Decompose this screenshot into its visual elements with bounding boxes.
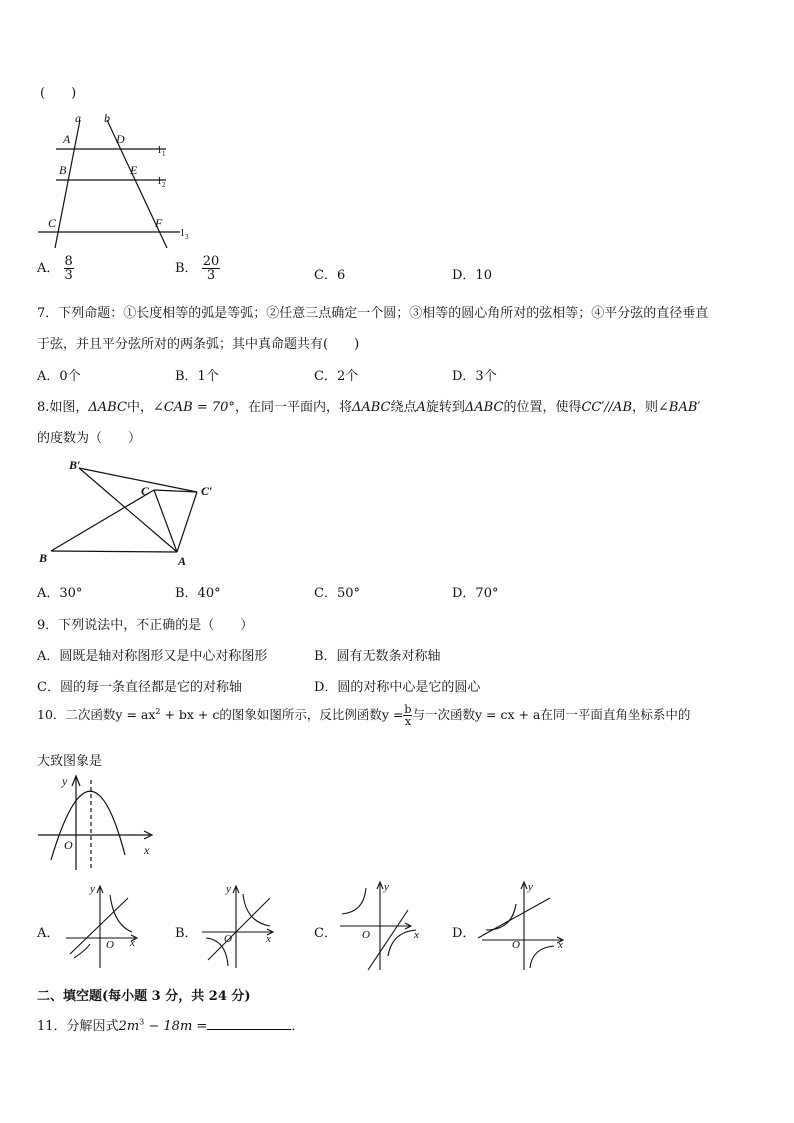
- q11-stem: 11．分解因式$2m^3 - 18m$ = ．: [37, 1017, 305, 1034]
- q10-option-b[interactable]: B．: [175, 926, 198, 941]
- q10-parabola-figure: [34, 770, 164, 875]
- q7-option-b[interactable]: B．1个: [175, 369, 219, 384]
- svg-text:x: x: [266, 933, 271, 945]
- label-B: B: [59, 163, 67, 177]
- label-l3-sub: 3: [185, 233, 189, 241]
- label-F: F: [155, 216, 163, 230]
- label-x: x: [144, 843, 150, 857]
- q9-option-a[interactable]: A．圆既是轴对称图形又是中心对称图形: [37, 649, 268, 664]
- label-y: y: [62, 774, 68, 788]
- label-l1: l: [158, 144, 162, 156]
- label-D: D: [116, 132, 125, 146]
- q8-stem-line2: 的度数为（ ）: [37, 431, 142, 446]
- label-b: b: [104, 112, 110, 125]
- q10-stem-line2: 大致图象是: [37, 754, 103, 769]
- q8-option-c[interactable]: C．50°: [314, 586, 360, 601]
- q10-option-c-graph[interactable]: [336, 876, 426, 972]
- q9-stem: 9．下列说法中，不正确的是（ ）: [37, 618, 254, 633]
- q8-option-b[interactable]: B．40°: [175, 586, 221, 601]
- hyperbola-branch-1: [110, 895, 132, 932]
- hyperbola-branch-1: [342, 888, 366, 914]
- svg-text:O: O: [224, 933, 232, 945]
- section-2-heading: 二、填空题(每小题 3 分，共 24 分): [37, 989, 251, 1004]
- line-graph: [70, 898, 128, 954]
- fraction-8-3: $\frac{8}{3}$: [64, 254, 73, 283]
- label-A: A: [63, 132, 71, 146]
- line-graph: [478, 898, 550, 938]
- q8-option-a[interactable]: A．30°: [37, 586, 83, 601]
- svg-text:x: x: [558, 939, 563, 951]
- label-A: A: [178, 554, 187, 568]
- q10-option-b-graph[interactable]: [198, 880, 288, 970]
- svg-text:x: x: [414, 929, 419, 941]
- parabola-curve: [51, 791, 125, 860]
- segment-BA: [51, 551, 177, 552]
- q6-parallel-lines-figure: [30, 112, 200, 252]
- label-C: C: [141, 484, 150, 498]
- q7-option-d[interactable]: D．3个: [452, 369, 497, 384]
- label-l3: l: [181, 227, 185, 239]
- q8-stem-line1: 8.如图，ΔABC中，∠CAB = 70°，在同一平面内，将ΔABC绕点A旋转到ΔABC的位置，使得CC′//AB，则∠BAB′: [37, 400, 701, 415]
- label-B-prime: B′: [69, 458, 81, 472]
- q10-option-d-graph[interactable]: [474, 876, 570, 972]
- fraction-20-3: $\frac{20}{3}$: [202, 254, 220, 283]
- q6-answer-paren: ( ): [40, 86, 77, 101]
- line-graph: [208, 898, 270, 960]
- line-graph: [368, 910, 408, 970]
- q6-option-b[interactable]: [175, 255, 220, 282]
- label-a: a: [75, 112, 81, 125]
- segment-B1A: [79, 468, 177, 552]
- q6-option-c[interactable]: C．6: [314, 268, 346, 283]
- q6-option-a[interactable]: [37, 255, 74, 282]
- q10-option-a-graph[interactable]: [62, 880, 152, 970]
- segment-C1A: [177, 492, 197, 552]
- label-E: E: [130, 163, 138, 177]
- label-C: C: [48, 216, 57, 230]
- q10-stem-line1: 10．二次函数$y = ax^2$ + bx + c的图象如图所示，反比例函数y = $\frac{b}{x}$ 与一次函数y = cx + a在同一平面直角坐标系中的: [37, 703, 691, 728]
- svg-text:y: y: [384, 881, 389, 893]
- hyperbola-branch-2: [530, 946, 554, 968]
- svg-text:y: y: [90, 883, 95, 895]
- q7-stem-line1: 7．下列命题：①长度相等的弧是等弧；②任意三点确定一个圆；③相等的圆心角所对的弦相等；④平分弦的直径垂直: [37, 306, 709, 321]
- q10-option-d[interactable]: D．: [452, 926, 476, 941]
- svg-text:y: y: [226, 883, 231, 895]
- label-l2-sub: 2: [162, 181, 166, 189]
- svg-text:O: O: [512, 939, 520, 951]
- q10-option-a[interactable]: A．: [37, 926, 60, 941]
- hyperbola-branch-1: [486, 904, 516, 930]
- segment-BC: [51, 490, 154, 551]
- label-l1-sub: 1: [162, 150, 166, 158]
- hyperbola-branch-2: [74, 944, 90, 958]
- option-b-label: B．: [175, 261, 198, 276]
- label-O: O: [64, 838, 73, 852]
- q11-answer-blank[interactable]: [207, 1016, 291, 1030]
- q9-option-c[interactable]: C．圆的每一条直径都是它的对称轴: [37, 680, 242, 695]
- label-C-prime: C′: [201, 484, 213, 498]
- svg-text:y: y: [528, 881, 533, 893]
- q8-option-d[interactable]: D．70°: [452, 586, 499, 601]
- svg-text:O: O: [362, 929, 370, 941]
- q9-option-d[interactable]: D．圆的对称中心是它的圆心: [314, 680, 481, 695]
- q8-rotation-figure: [30, 452, 230, 572]
- q7-stem-line2: 于弦，并且平分弦所对的两条弧；其中真命题共有( ): [37, 337, 360, 352]
- svg-text:x: x: [130, 937, 135, 949]
- label-B: B: [39, 551, 48, 565]
- label-l2: l: [158, 175, 162, 187]
- svg-text:O: O: [106, 939, 114, 951]
- segment-B1C1: [79, 468, 197, 492]
- q7-option-c[interactable]: C．2个: [314, 369, 359, 384]
- q10-option-c[interactable]: C．: [314, 926, 337, 941]
- q9-option-b[interactable]: B．圆有无数条对称轴: [314, 649, 441, 664]
- q7-option-a[interactable]: A．0个: [37, 369, 81, 384]
- option-a-label: A．: [37, 261, 60, 276]
- q6-option-d[interactable]: D．10: [452, 268, 492, 283]
